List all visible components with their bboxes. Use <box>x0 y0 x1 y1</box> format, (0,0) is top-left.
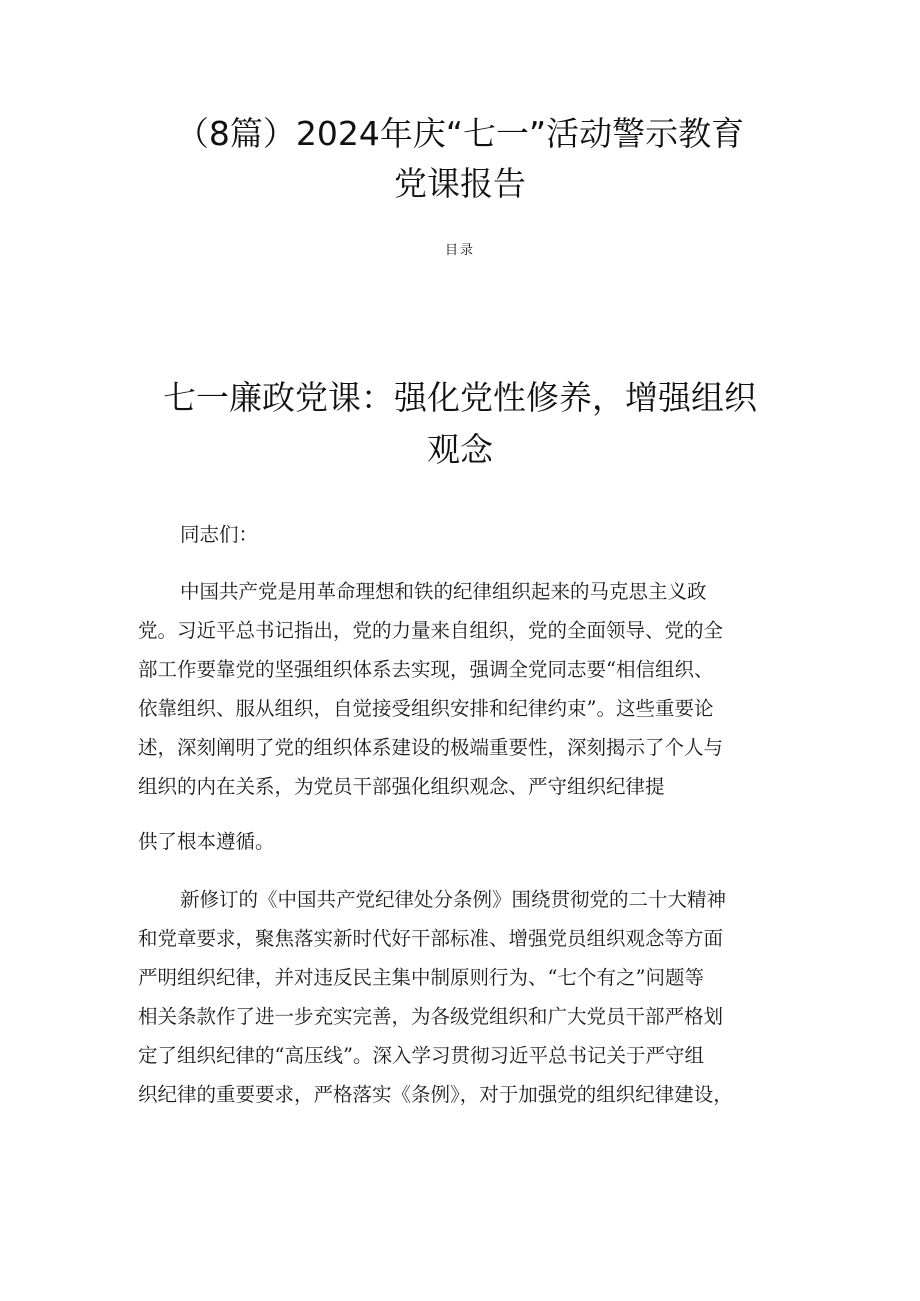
paragraph-1-line: 中国共产党是用革命理想和铁的纪律组织起来的马克思主义政 <box>180 580 707 603</box>
paragraph-2-line: 织纪律的重要要求，严格落实《条例》，对于加强党的组织纪律建设， <box>138 1083 733 1106</box>
section-title-line-1: 七一廉政党课：强化党性修养，增强组织 <box>163 378 757 417</box>
salutation: 同志们： <box>180 523 259 546</box>
paragraph-2-line: 和党章要求，聚焦落实新时代好干部标准、增强党员组织观念等方面 <box>138 927 724 950</box>
paragraph-2-line: 定了组织纪律的“高压线”。深入学习贯彻习近平总书记关于严守组 <box>138 1044 704 1067</box>
paragraph-1-line: 党。习近平总书记指出，党的力量来自组织，党的全面领导、党的全 <box>138 619 724 642</box>
document-title-line-1: （8篇）2024年庆“七一”活动警示教育 <box>175 114 745 153</box>
paragraph-1-line: 述，深刻阐明了党的组织体系建设的极端重要性，深刻揭示了个人与 <box>138 736 724 759</box>
document-title-line-2: 党课报告 <box>394 164 526 203</box>
table-of-contents-label: 目录 <box>444 243 475 258</box>
paragraph-2-line: 相关条款作了进一步充实完善，为各级党组织和广大党员干部严格划 <box>138 1005 724 1028</box>
paragraph-2-line: 新修订的《中国共产党纪律处分条例》围绕贯彻党的二十大精神 <box>180 888 727 911</box>
section-title-line-2: 观念 <box>427 430 493 469</box>
paragraph-1-line: 供了根本遵循。 <box>138 830 275 853</box>
paragraph-2-line: 严明组织纪律，并对违反民主集中制原则行为、“七个有之”问题等 <box>138 966 704 989</box>
paragraph-1-line: 依靠组织、服从组织，自觉接受组织安排和纪律约束”。这些重要论 <box>138 697 714 720</box>
paragraph-1-line: 组织的内在关系，为党员干部强化组织观念、严守组织纪律提 <box>138 775 665 798</box>
paragraph-1-line: 部工作要靠党的坚强组织体系去实现，强调全党同志要“相信组织、 <box>138 658 714 681</box>
